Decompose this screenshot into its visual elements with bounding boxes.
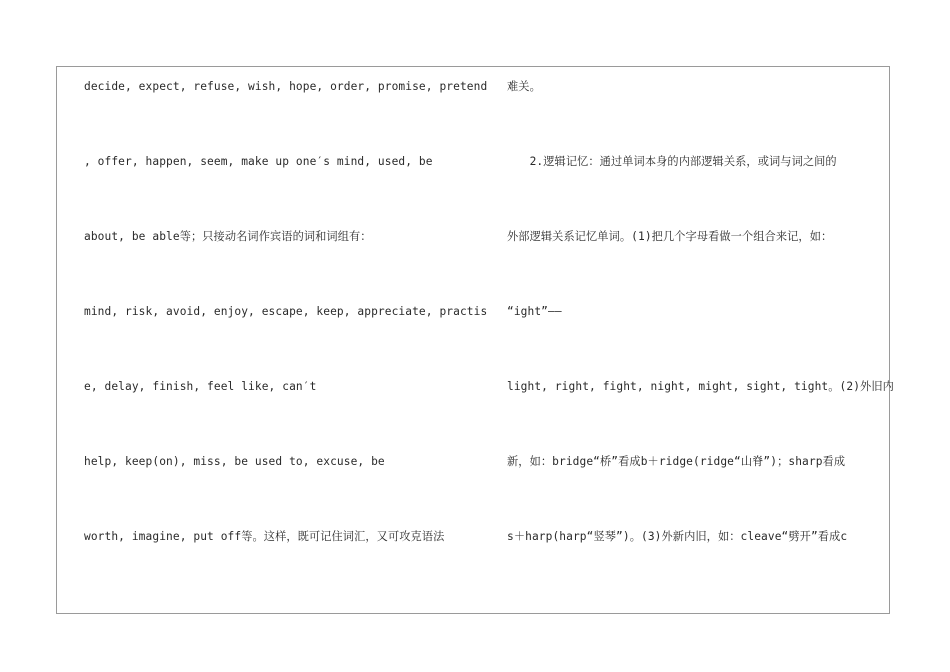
- text-line: help, keep(on), miss, be used to, excuse, be: [84, 455, 385, 468]
- text-line: light, right, fight, night, might, sight, tight。(2)外旧内: [507, 380, 894, 393]
- text-line: 难关。: [507, 80, 541, 93]
- text-line: about, be able等；只接动名词作宾语的词和词组有：: [84, 230, 372, 243]
- text-line: mind, risk, avoid, enjoy, escape, keep, appreciate, practis: [84, 305, 488, 318]
- text-line: 新，如：bridge“桥”看成b＋ridge(ridge“山脊”)；sharp看成: [507, 455, 846, 468]
- text-line: 外部逻辑关系记忆单词。(1)把几个字母看做一个组合来记，如：: [507, 230, 833, 243]
- text-line: decide, expect, refuse, wish, hope, order, promise, pretend: [84, 80, 488, 93]
- text-line: , offer, happen, seem, make up one′s mind, used, be: [84, 155, 433, 168]
- text-line: s＋harp(harp“竖琴”)。(3)外新内旧，如：cleave“劈开”看成c: [507, 530, 848, 543]
- text-line: 2.逻辑记忆：通过单词本身的内部逻辑关系，或词与词之间的: [507, 155, 837, 168]
- text-line: “ight”——: [507, 305, 562, 318]
- text-line: worth, imagine, put off等。这样，既可记住词汇，又可攻克语法: [84, 530, 445, 543]
- text-line: e, delay, finish, feel like, can′t: [84, 380, 317, 393]
